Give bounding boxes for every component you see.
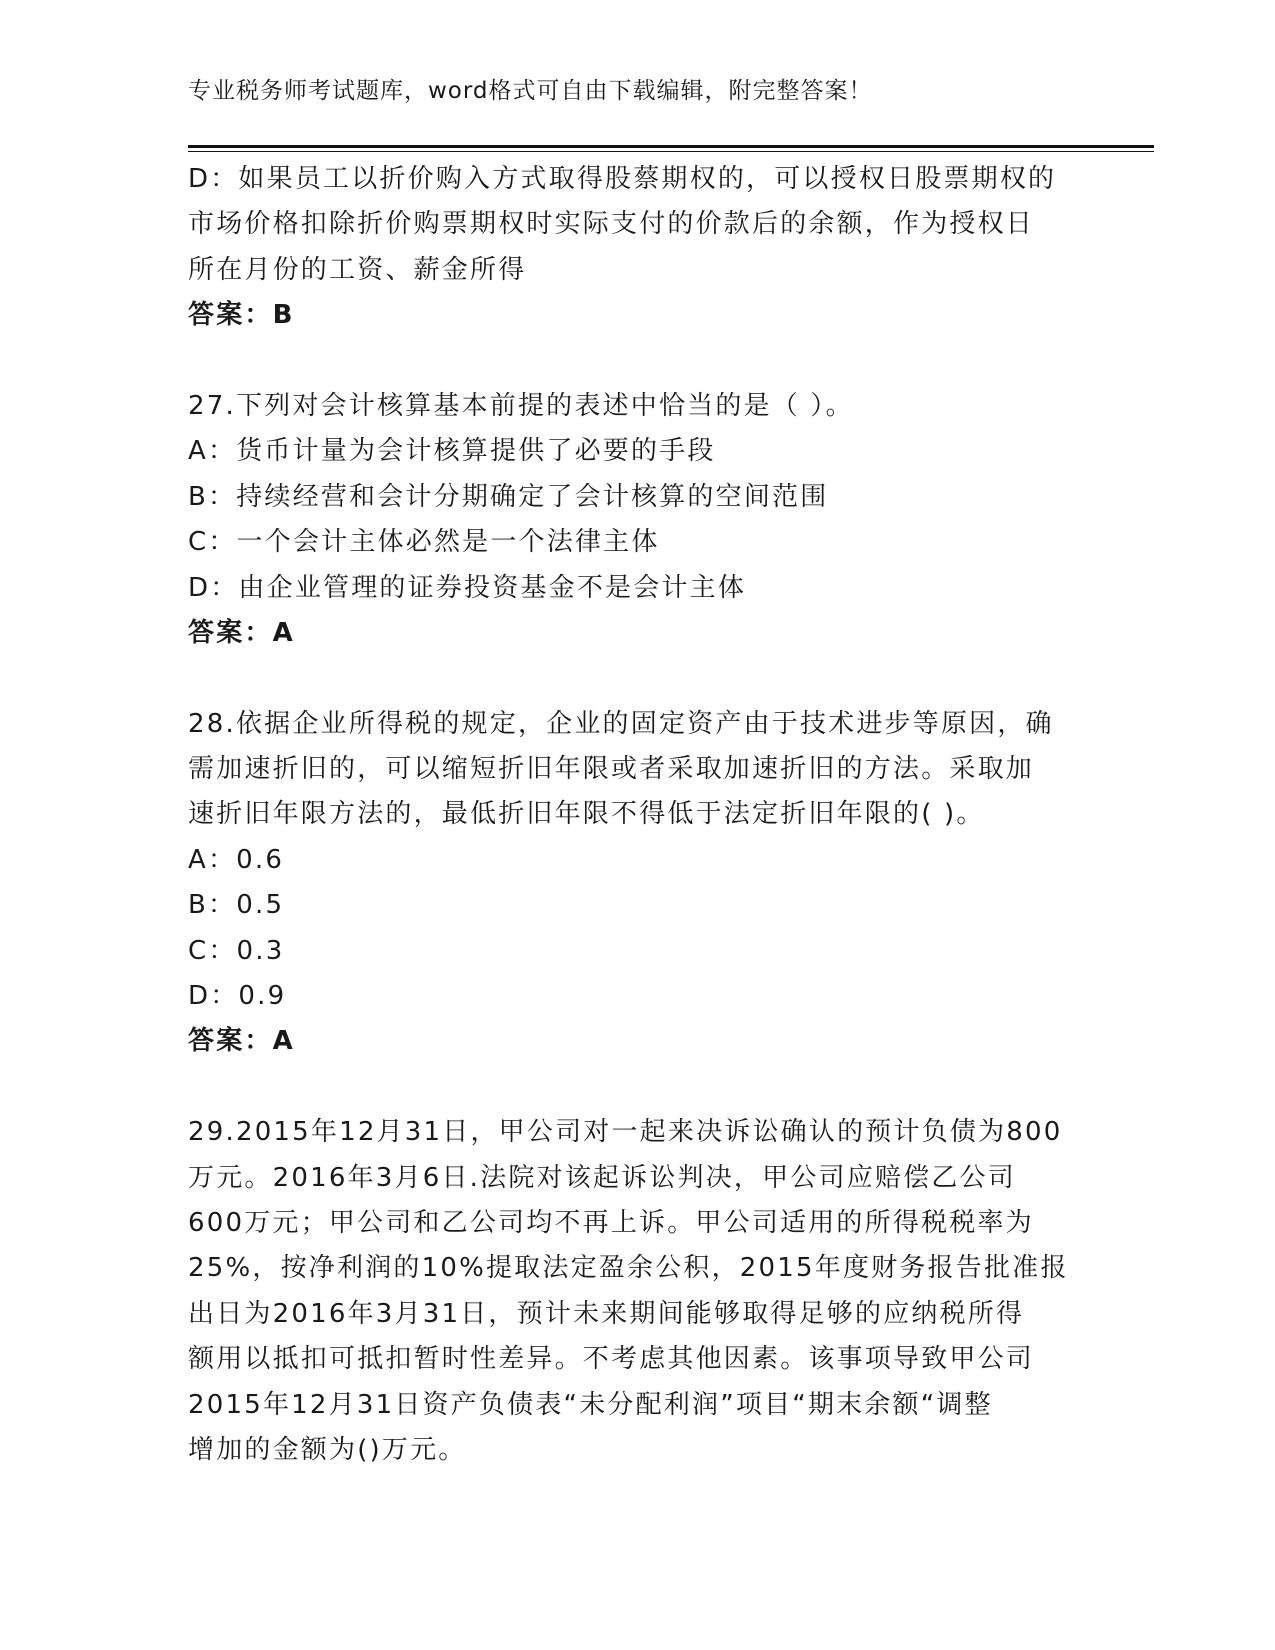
spacer bbox=[188, 656, 1088, 701]
question-stem-line: 25%，按净利润的10%提取法定盈余公积，2015年度财务报告批准报 bbox=[188, 1253, 1069, 1284]
question-stem-line: 增加的金额为()万元。 bbox=[188, 1434, 467, 1465]
question-content bbox=[188, 157, 1088, 1473]
option-b: B：持续经营和会计分期确定了会计核算的空间范围 bbox=[188, 481, 829, 512]
question-27 bbox=[188, 384, 1088, 656]
option-a: A：货币计量为会计核算提供了必要的手段 bbox=[188, 436, 716, 467]
option-d-line: 市场价格扣除折价购票期权时实际支付的价款后的余额，作为授权日 bbox=[188, 209, 1035, 240]
option-d-line: 所在月份的工资、薪金所得 bbox=[188, 254, 527, 285]
option-c: C：一个会计主体必然是一个法律主体 bbox=[188, 527, 660, 558]
spacer bbox=[188, 1065, 1088, 1110]
question-stem-line: 速折旧年限方法的，最低折旧年限不得低于法定折旧年限的( )。 bbox=[188, 799, 985, 830]
question-stem: 27.下列对会计核算基本前提的表述中恰当的是（ ）。 bbox=[188, 390, 854, 421]
option-a: A：0.6 bbox=[188, 844, 285, 875]
header-rule-thin bbox=[188, 151, 1154, 152]
answer-label: 答案：A bbox=[188, 1026, 295, 1057]
option-d-line: D：如果员工以折价购入方式取得股蔡期权的，可以授权日股票期权的 bbox=[188, 164, 1057, 194]
question-stem-line: 28.依据企业所得税的规定，企业的固定资产由于技术进步等原因，确 bbox=[188, 708, 1054, 739]
option-d: D：0.9 bbox=[188, 981, 287, 1012]
question-stem-line: 2015年12月31日资产负债表“未分配利润”项目“期末余额“调整 bbox=[188, 1389, 993, 1420]
question-29 bbox=[188, 1110, 1088, 1473]
question-stem-line: 万元。2016年3月6日.法院对该起诉讼判决，甲公司应赔偿乙公司 bbox=[188, 1162, 1016, 1193]
question-stem-line: 需加速折旧的，可以缩短折旧年限或者采取加速折旧的方法。采取加 bbox=[188, 754, 1035, 785]
header-rule-thick bbox=[188, 145, 1154, 148]
question-stem-line: 600万元；甲公司和乙公司均不再上诉。甲公司适用的所得税税率为 bbox=[188, 1207, 1034, 1238]
question-stem-line: 额用以抵扣可抵扣暂时性差异。不考虑其他因素。该事项导致甲公司 bbox=[188, 1344, 1035, 1375]
question-28 bbox=[188, 702, 1088, 1065]
option-b: B：0.5 bbox=[188, 890, 285, 921]
option-c: C：0.3 bbox=[188, 935, 285, 966]
option-d: D：由企业管理的证券投资基金不是会计主体 bbox=[188, 572, 747, 603]
answer-label: 答案：B bbox=[188, 300, 295, 331]
answer-label: 答案：A bbox=[188, 617, 295, 648]
page-header-note: 专业税务师考试题库，word格式可自由下载编辑，附完整答案！ bbox=[188, 78, 873, 104]
question-stem-line: 出日为2016年3月31日，预计未来期间能够取得足够的应纳税所得 bbox=[188, 1298, 1025, 1329]
question-stem-line: 29.2015年12月31日，甲公司对一起来决诉讼确认的预计负债为800 bbox=[188, 1117, 1063, 1148]
question-26-tail bbox=[188, 157, 1088, 339]
spacer bbox=[188, 339, 1088, 384]
